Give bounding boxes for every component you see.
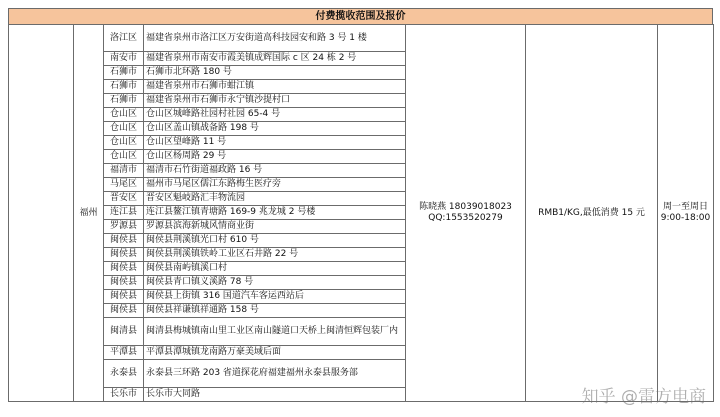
table-row [9,25,714,52]
district-cell: 马尾区 [104,178,144,192]
city-cell: 福州 [74,25,104,402]
district-cell: 闽侯县 [104,276,144,290]
address-cell: 闽侯县荆溪镇光口村 610 号 [144,234,406,248]
district-cell: 仓山区 [104,150,144,164]
address-cell: 闽侯县上街镇 316 国道汽车客运西站后 [144,290,406,304]
address-cell: 仓山区城峰路社园村社园 65-4 号 [144,108,406,122]
address-cell: 闽侯县祥谦镇祥通路 158 号 [144,304,406,318]
district-cell: 闽侯县 [104,248,144,262]
address-cell: 闽侯县荆溪镇铁岭工业区石井路 22 号 [144,248,406,262]
district-cell: 罗源县 [104,220,144,234]
address-cell: 福清市石竹街道福政路 16 号 [144,164,406,178]
pricing-table [8,24,714,402]
address-cell: 长乐市大同路 [144,388,406,402]
district-cell: 福清市 [104,164,144,178]
address-cell: 仓山区望峰路 11 号 [144,136,406,150]
hours-cell [658,25,714,402]
address-cell: 罗源县滨海新城风情商业街 [144,220,406,234]
price-cell: RMB1/KG,最低消费 15 元 [526,25,658,402]
blank-column-cell [9,25,74,402]
address-cell: 闽清县梅城镇南山里工业区南山隧道口天桥上闽清恒辉包装厂内 [144,318,406,346]
table-title: 付费揽收范围及报价 [8,8,713,25]
hours-cell-line: 周一至周日 [662,202,708,212]
district-cell: 石狮市 [104,80,144,94]
district-cell: 南安市 [104,52,144,66]
watermark: 知乎 @雷方电商 [581,387,706,407]
district-cell: 闽清县 [104,318,144,346]
district-cell: 仓山区 [104,122,144,136]
address-cell: 平潭县潭城镇龙南路万豪美域后面 [144,346,406,360]
address-cell: 永泰县三环路 203 省道探花府福建福州永泰县服务部 [144,360,406,388]
address-cell: 晋安区魁岐路汇丰物流园 [144,192,406,206]
district-cell: 洛江区 [104,25,144,52]
district-cell: 仓山区 [104,108,144,122]
address-cell: 石狮市北环路 180 号 [144,66,406,80]
district-cell: 闽侯县 [104,262,144,276]
contact-cell [406,25,526,402]
district-cell: 长乐市 [104,388,144,402]
district-cell: 石狮市 [104,94,144,108]
district-cell: 石狮市 [104,66,144,80]
district-cell: 闽侯县 [104,290,144,304]
address-cell: 闽侯县南屿镇溪口村 [144,262,406,276]
district-cell: 连江县 [104,206,144,220]
hours-cell-line: 9:00-18:00 [660,213,711,223]
address-cell: 福建省泉州市南安市霞美镇成辉国际 c 区 24 栋 2 号 [144,52,406,66]
address-cell: 福州市马尾区儒江东路梅生医疗旁 [144,178,406,192]
contact-cell-line: QQ:1553520279 [428,213,503,223]
address-cell: 福建省泉州市石狮市蚶江镇 [144,80,406,94]
contact-cell-line: 陈晓燕 18039018023 [419,202,512,212]
address-cell: 仓山区杨周路 29 号 [144,150,406,164]
district-cell: 闽侯县 [104,304,144,318]
district-cell: 平潭县 [104,346,144,360]
district-cell: 晋安区 [104,192,144,206]
address-cell: 闽侯县青口镇义溪路 78 号 [144,276,406,290]
address-cell: 福建省泉州市石狮市永宁镇沙提村口 [144,94,406,108]
address-cell: 连江县鳌江镇青塘路 169-9 兆龙城 2 号楼 [144,206,406,220]
district-cell: 仓山区 [104,136,144,150]
district-cell: 永泰县 [104,360,144,388]
address-cell: 福建省泉州市洛江区万安街道高科技园安和路 3 号 1 楼 [144,25,406,52]
district-cell: 闽侯县 [104,234,144,248]
address-cell: 仓山区盖山镇战备路 198 号 [144,122,406,136]
